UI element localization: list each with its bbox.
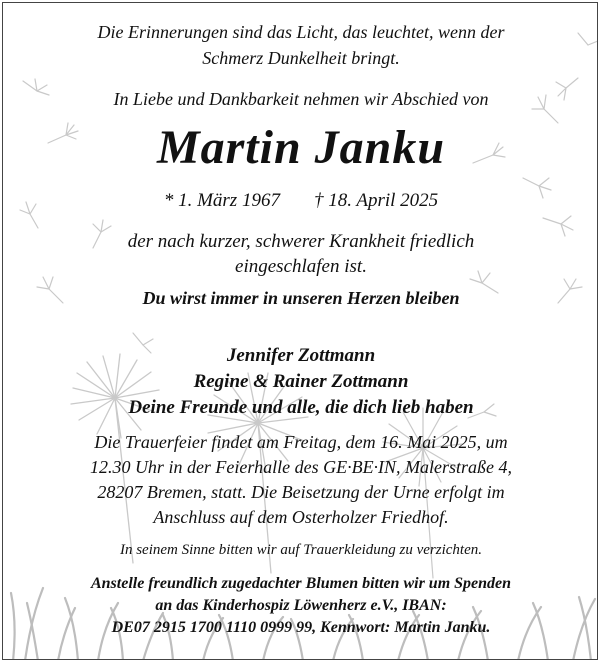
obituary-card <box>2 2 598 660</box>
life-dates <box>3 190 598 212</box>
mourner-name: Deine Freunde und alle, die dich lieb haben <box>128 397 474 418</box>
donation-request: Anstelle freundlich zugedachter Blumen bitten wir um Spenden <box>90 575 512 592</box>
mourner-name: Regine & Rainer Zottmann <box>193 371 409 392</box>
death-date: † 18. April 2025 <box>313 190 439 211</box>
donation-request: an das Kinderhospiz Löwenherz e.V., IBAN: <box>155 597 447 614</box>
deceased-name: Martin Janku <box>156 121 446 174</box>
motto: Du wirst immer in unseren Herzen bleiben <box>142 288 460 308</box>
service-info: Anschluss auf dem Osterholzer Friedhof. <box>153 507 449 527</box>
service-info: 12.30 Uhr in der Feierhalle des GE·BE·IN, Malerstraße 4, <box>89 457 513 477</box>
passing-text: eingeschlafen ist. <box>235 256 367 277</box>
birth-date: * 1. März 1967 <box>163 190 280 211</box>
donation-request: DE07 2915 1700 1110 0999 99, Kennwort: Martin Janku. <box>111 619 491 636</box>
farewell-intro: In Liebe und Dankbarkeit nehmen wir Abschied von <box>113 89 489 109</box>
service-info: 28207 Bremen, statt. Die Beisetzung der Urne erfolgt im <box>97 482 505 502</box>
passing-text: der nach kurzer, schwerer Krankheit friedlich <box>127 231 475 252</box>
quote-line: Die Erinnerungen sind das Licht, das leuchtet, wenn der <box>97 22 505 42</box>
service-info: Die Trauerfeier findet am Freitag, dem 16. Mai 2025, um <box>94 432 508 452</box>
attire-note: In seinem Sinne bitten wir auf Trauerkleidung zu verzichten. <box>119 542 483 558</box>
quote-line: Schmerz Dunkelheit bringt. <box>202 48 400 68</box>
mourner-name: Jennifer Zottmann <box>226 345 376 366</box>
